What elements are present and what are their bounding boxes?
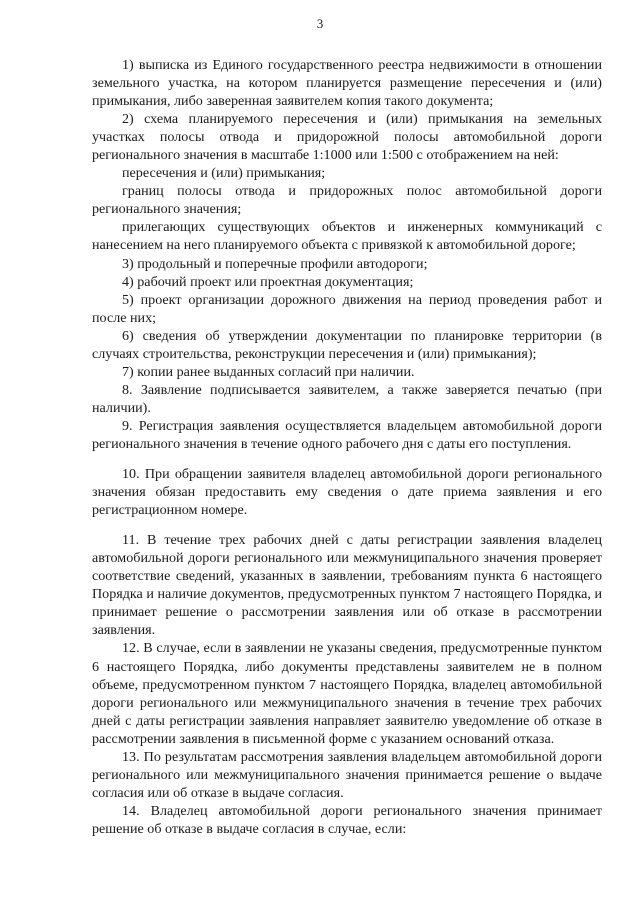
page-number: 3 — [316, 16, 324, 31]
paragraph-sub-boundaries: границ полосы отвода и придорожных полос автомобильной дороги регионального значения; — [92, 183, 602, 218]
paragraph-section-9: 9. Регистрация заявления осуществляется владельцем автомобильной дороги регионального значения в течение одного рабочего дня с даты его поступления. — [92, 417, 602, 452]
paragraph-section-13: 13. По результатам рассмотрения заявления владельцем автомобильной дороги регионального или межмуниципального значения принимается решение о выдаче согласия или об отказе в выдаче согласия. — [92, 748, 602, 801]
paragraph-section-10: 10. При обращении заявителя владелец автомобильной дороги регионального значения обязан предоставить ему сведения о дате приема заявления и его регистрационном номере. — [92, 466, 602, 519]
paragraph-sub-intersection: пересечения и (или) примыкания; — [122, 165, 326, 182]
paragraph-sub-adjacent-objects: прилегающих существующих объектов и инженерных коммуникаций с нанесением на него планируемого объекта с привязкой к автомобильной дороге; — [92, 219, 602, 254]
paragraph-section-8: 8. Заявление подписывается заявителем, а также заверяется печатью (при наличии). — [92, 381, 602, 416]
paragraph-item-4: 4) рабочий проект или проектная документация; — [122, 273, 414, 290]
paragraph-item-6: 6) сведения об утверждении документации по планировке территории (в случаях строительства, реконструкции пересечения и (или) примыкания); — [92, 327, 602, 362]
paragraph-section-12: 12. В случае, если в заявлении не указаны сведения, предусмотренные пунктом 6 настоящего Порядка, либо документы представлены заявителем не в полном объеме, предусмотренном пунктом 7 настоящего Порядка, владелец автомобильной дороги регионального или межмуниципального значения в течение трех рабочих дней с даты регистрации заявления направляет заявителю уведомление об отказе в рассмотрении заявления в письменной форме с указанием оснований отказа. — [92, 640, 602, 747]
paragraph-item-2: 2) схема планируемого пересечения и (или) примыкания на земельных участках полосы отвода и придорожной полосы автомобильной дороги регионального значения в масштабе 1:1000 или 1:500 с отображением на ней: — [92, 111, 602, 164]
paragraph-item-1: 1) выписка из Единого государственного реестра недвижимости в отношении земельного участка, на котором планируется размещение пересечения и (или) примыкания, либо заверенная заявителем копия такого документа; — [92, 57, 602, 110]
paragraph-item-3: 3) продольный и поперечные профили автодороги; — [122, 255, 428, 272]
document-body — [92, 56, 602, 838]
paragraph-item-5: 5) проект организации дорожного движения на период проведения работ и после них; — [92, 291, 602, 326]
paragraph-section-14: 14. Владелец автомобильной дороги регионального значения принимает решение об отказе в выдаче согласия в случае, если: — [92, 802, 602, 837]
paragraph-section-11: 11. В течение трех рабочих дней с даты регистрации заявления владелец автомобильной дороги регионального или межмуниципального значения проверяет соответствие сведений, указанных в заявлении, требованиям пункта 6 настоящего Порядка и наличие документов, предусмотренных пунктом 7 настоящего Порядка, и принимает решение о рассмотрении заявления или об отказе в рассмотрении заявления. — [92, 532, 602, 639]
paragraph-item-7: 7) копии ранее выданных согласий при наличии. — [122, 363, 415, 380]
